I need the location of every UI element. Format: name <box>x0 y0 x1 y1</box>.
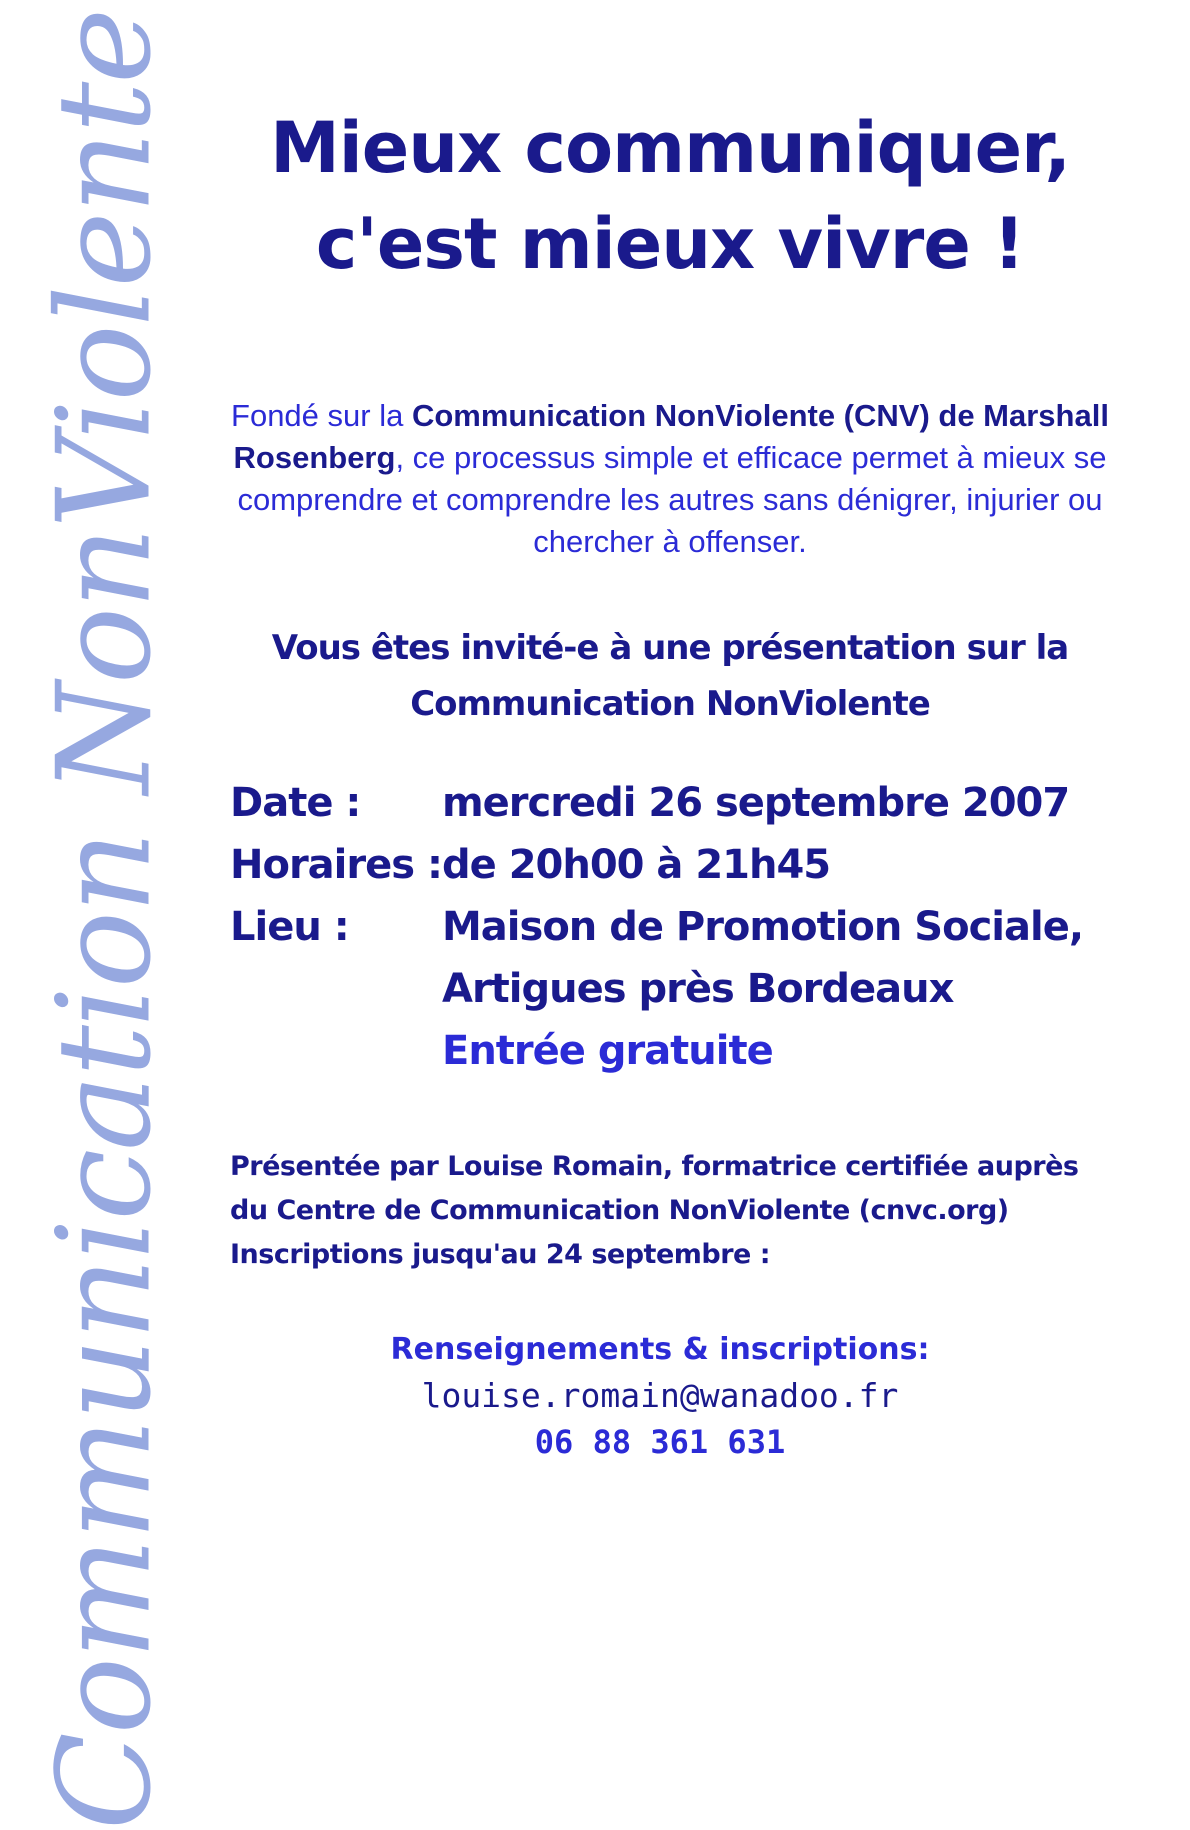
title-line-2: c'est mieux vivre ! <box>315 203 1025 285</box>
place-row <box>230 896 1150 958</box>
hours-label: Horaires : <box>230 842 442 888</box>
free-spacer <box>230 1020 442 1082</box>
place-label: Lieu : <box>230 904 349 950</box>
contact-heading: Renseignements & inscriptions: <box>390 1332 930 1367</box>
presenter-line-1: Présentée par Louise Romain, formatrice certifiée auprès <box>230 1151 1079 1182</box>
invite-heading <box>205 620 1135 732</box>
invite-line-1: Vous êtes invité-e à une présentation sur la <box>271 628 1069 668</box>
title-line-1: Mieux communiquer, <box>270 107 1070 189</box>
free-entry: Entrée gratuite <box>442 1028 773 1074</box>
place-line-2: Artigues près Bordeaux <box>442 966 954 1012</box>
side-logo <box>30 9 180 1830</box>
intro-text-1: Fondé sur la <box>231 398 412 433</box>
presenter-line-2: du Centre de Communication NonViolente (cnvc.org) <box>230 1195 1009 1226</box>
page-title <box>190 100 1150 292</box>
intro-paragraph <box>205 395 1135 563</box>
place-row-2 <box>230 958 1150 1020</box>
hours-row <box>230 834 1150 896</box>
place-line-1: Maison de Promotion Sociale, <box>442 904 1084 950</box>
event-details <box>230 772 1150 1082</box>
presenter-info <box>230 1145 1150 1277</box>
place-spacer <box>230 958 442 1020</box>
presenter-line-3: Inscriptions jusqu'au 24 septembre : <box>230 1239 771 1270</box>
hours-value: de 20h00 à 21h45 <box>442 842 831 888</box>
contact-email[interactable]: louise.romain@wanadoo.fr <box>421 1376 899 1415</box>
intro-text-2: , ce processus simple et efficace permet à mieux se comprendre et comprendre les autres sans dénigrer, injurier ou chercher à offenser. <box>237 440 1107 559</box>
side-logo-text: Communication NonViolente <box>30 9 180 1830</box>
free-entry-row <box>230 1020 1150 1082</box>
contact-block <box>340 1327 980 1465</box>
intro-bold-text: Communication NonViolente (CNV) de Marshall Rosenberg <box>233 398 1109 475</box>
contact-phone[interactable]: 06 88 361 631 <box>534 1423 786 1461</box>
date-label: Date : <box>230 780 361 826</box>
date-value: mercredi 26 septembre 2007 <box>442 780 1070 826</box>
invite-line-2: Communication NonViolente <box>410 684 930 724</box>
date-row <box>230 772 1150 834</box>
